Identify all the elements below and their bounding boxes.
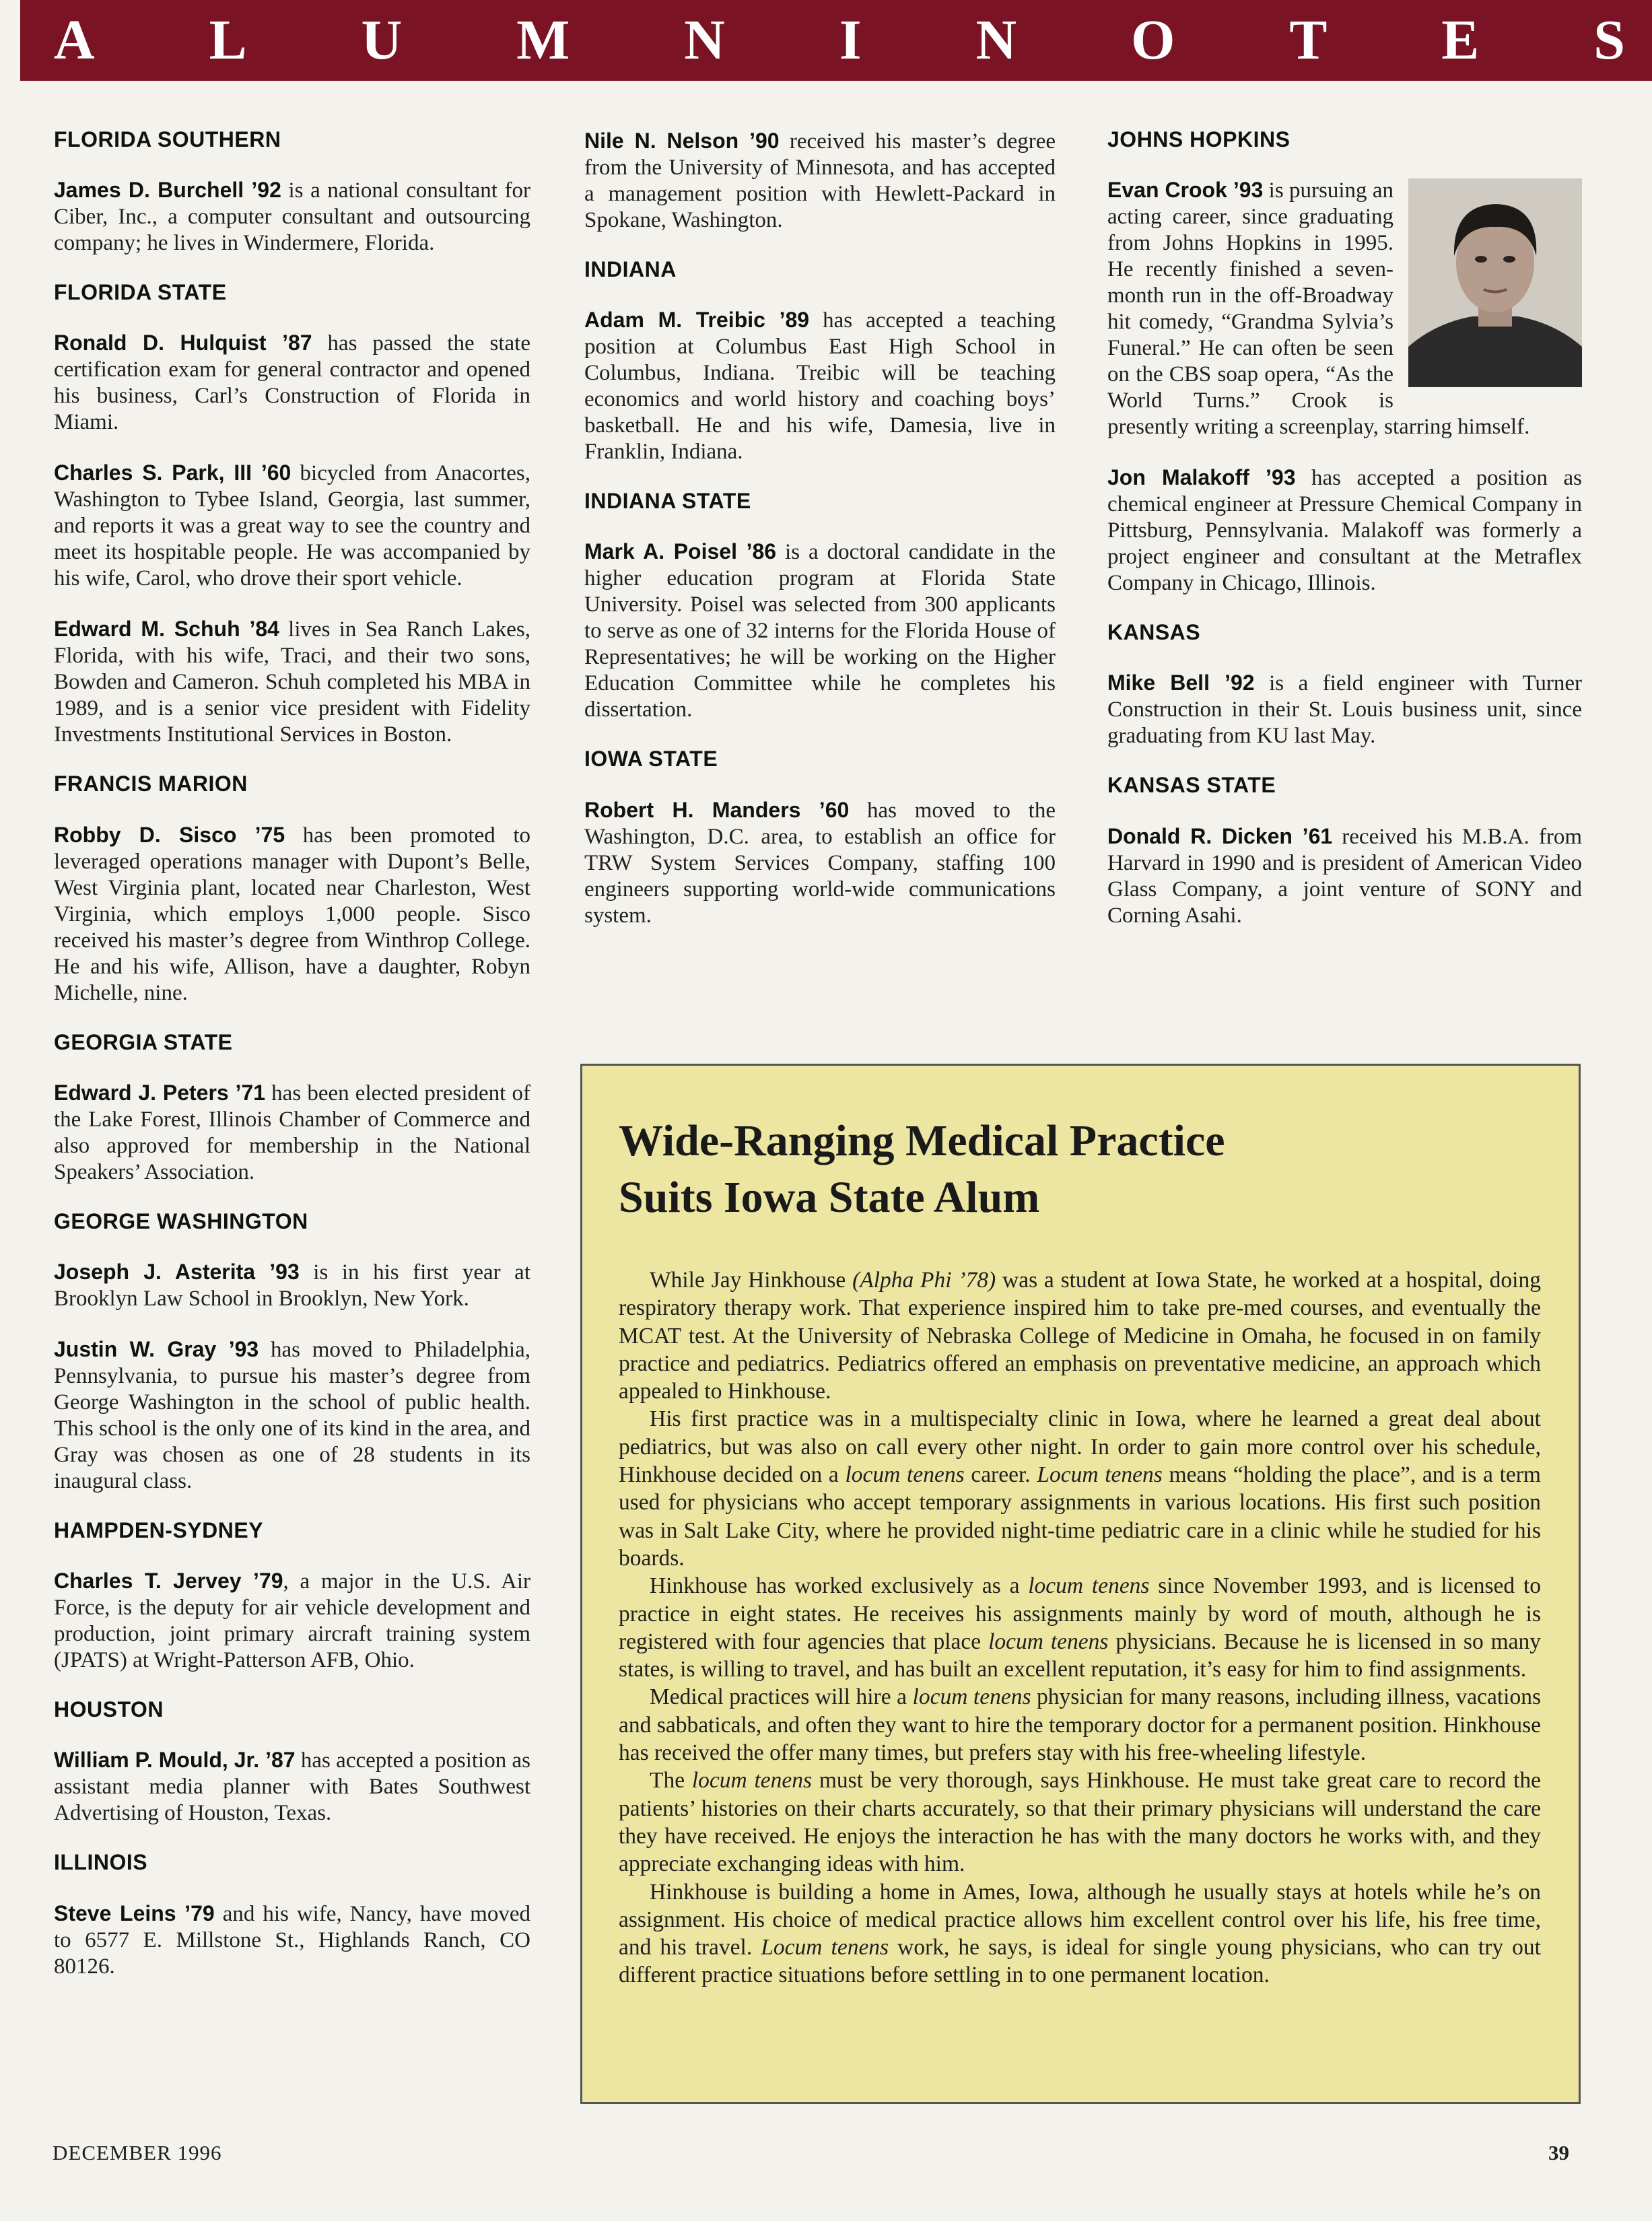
alumni-name: Mike Bell ’92 bbox=[1107, 671, 1255, 695]
alumni-note: has accepted a position as chemical engineer at Pressure Chemical Company in Pittsburg, Pennsylvania. Malakoff was formerly a project engineer and consultant at the Metraflex Company in Chicago, Illinois. bbox=[1107, 466, 1582, 596]
alumni-note: has accepted a teaching position at Columbus East High School in Columbus, Indiana. Treibic will be teaching economics and world history and coaching boys’ basketball. He and his wife, Damesia, live in Franklin, Indiana. bbox=[584, 308, 1056, 465]
paragraph-text: work, he says, is ideal for single young physicians, who can try out different practice situations before settling in to one permanent location. bbox=[619, 1935, 1541, 1988]
alumni-name: Steve Leins ’79 bbox=[54, 1901, 215, 1925]
alumni-note: and his wife, Nancy, have moved to 6577 E. Millstone St., Highlands Ranch, CO 80126. bbox=[54, 1901, 530, 1979]
banner-letter: U bbox=[361, 9, 403, 71]
alumni-note: is in his first year at Brooklyn Law School in Brooklyn, New York. bbox=[54, 1260, 530, 1311]
sidebar-title-line-2: Suits Iowa State Alum bbox=[619, 1173, 1040, 1222]
paragraph-text: means “holding the place”, and is a term used for physicians who accept temporary assignments in various locations. His first such position was in Salt Lake City, where he provided night-time pediatric care in a clinic while he studied for his boards. bbox=[619, 1462, 1541, 1571]
alumni-note: has accepted a position as assistant media planner with Bates Southwest Advertising of Houston, Texas. bbox=[54, 1748, 530, 1826]
alumni-note: bicycled from Anacortes, Washington to Tybee Island, Georgia, last summer, and reports it was a great way to see the country and meet its hospitable people. He was accompanied by his wife, Carol, who drove their sport vehicle. bbox=[54, 461, 530, 591]
alumni-note: is a national consultant for Ciber, Inc., a computer consultant and outsourcing company; he lives in Windermere, Florida. bbox=[54, 178, 531, 256]
alumni-note: is pursuing an acting career, since graduating from Johns Hopkins in 1995. He recently finished a seven-month run in the off-Broadway hit comedy, “Grandma Sylvia’s Funeral.” He can often be seen on the CBS soap opera, “As the World Turns.” Crook is presently writing a screenplay, starring himself. bbox=[1107, 178, 1530, 440]
alumni-entry bbox=[54, 1747, 530, 1826]
alumni-entry bbox=[54, 1259, 530, 1312]
alumni-section bbox=[584, 489, 1056, 723]
alumni-name: Evan Crook ’93 bbox=[1107, 178, 1264, 203]
alumni-section bbox=[54, 1851, 530, 1979]
italic-term: locum tenens bbox=[988, 1629, 1109, 1654]
alumni-name: William P. Mould, Jr. ’87 bbox=[54, 1748, 296, 1773]
column-2 bbox=[584, 128, 1056, 953]
alumni-name: Donald R. Dicken ’61 bbox=[1107, 823, 1333, 848]
alumni-name: Justin W. Gray ’93 bbox=[54, 1336, 259, 1361]
school-heading: KANSAS bbox=[1107, 620, 1201, 645]
paragraph-text: The bbox=[650, 1768, 692, 1793]
issue-date: DECEMBER 1996 bbox=[53, 2141, 222, 2164]
school-heading: INDIANA bbox=[584, 257, 677, 281]
italic-term: Locum tenens bbox=[1037, 1462, 1163, 1488]
school-heading: FLORIDA SOUTHERN bbox=[54, 127, 281, 151]
alumni-entry bbox=[54, 616, 530, 748]
sidebar-title bbox=[619, 1113, 1541, 1226]
alumni-name: James D. Burchell ’92 bbox=[54, 178, 281, 203]
school-heading: FLORIDA STATE bbox=[54, 280, 227, 305]
banner-letter: M bbox=[516, 9, 570, 71]
alumni-note: has passed the state certification exam for general contractor and opened his business, Carl’s Construction of Florida in Miami. bbox=[54, 331, 530, 435]
paragraph-text: Hinkhouse is building a home in Ames, Iowa, although he usually stays at hotels while he’s on assignment. His choice of medical practice allows him excellent control over his life, his free time, and his travel. bbox=[619, 1879, 1541, 1960]
alumni-name: Jon Malakoff ’93 bbox=[1107, 465, 1296, 490]
banner-letter: O bbox=[1131, 9, 1175, 71]
column-1 bbox=[54, 128, 530, 2004]
sidebar-title-line-1: Wide-Ranging Medical Practice bbox=[619, 1116, 1225, 1165]
alumni-section bbox=[584, 747, 1056, 928]
feature-sidebar bbox=[580, 1064, 1581, 2104]
alumni-entry bbox=[584, 307, 1056, 465]
italic-term: locum tenens bbox=[1028, 1573, 1150, 1599]
sidebar-paragraph bbox=[619, 1572, 1541, 1683]
school-heading: INDIANA STATE bbox=[584, 489, 751, 514]
alumni-name: Edward M. Schuh ’84 bbox=[54, 617, 279, 642]
paragraph-text: must be very thorough, says Hinkhouse. He must take great care to record the patients’ histories on their charts accurately, so that their primary physicians will understand the care they have received. He enjoys the interaction he has with the many doctors he works with, and they appreciate exchanging ideas with him. bbox=[619, 1768, 1541, 1877]
school-heading: KANSAS STATE bbox=[1107, 773, 1276, 798]
school-heading: IOWA STATE bbox=[584, 747, 718, 772]
paragraph-text: since November 1993, and is licensed to practice in eight states. He receives his assignments mainly by word of mouth, although he is registered with four agencies that place bbox=[619, 1573, 1542, 1654]
italic-term: locum tenens bbox=[912, 1684, 1031, 1710]
paragraph-text: Medical practices will hire a bbox=[650, 1684, 913, 1710]
alumni-entry bbox=[54, 822, 530, 1006]
paragraph-text: His first practice was in a multispecialty clinic in Iowa, where he learned a great deal about pediatrics, but was also on call every other night. In order to gain more control over his schedule, Hinkhouse decided on a bbox=[619, 1406, 1541, 1488]
alumni-entry bbox=[54, 177, 530, 257]
alumni-note: received his M.B.A. from Harvard in 1990 and is president of American Video Glass Company, a joint venture of SONY and Corning Asahi. bbox=[1107, 824, 1582, 928]
alumni-photo bbox=[1408, 178, 1582, 387]
alumni-name: Robby D. Sisco ’75 bbox=[54, 822, 285, 847]
school-heading: ILLINOIS bbox=[54, 1850, 148, 1875]
sidebar-body bbox=[619, 1266, 1541, 1989]
alumni-entry bbox=[54, 1080, 530, 1186]
alumni-note: lives in Sea Ranch Lakes, Florida, with his wife, Traci, and their two sons, Bowden and Cameron. Schuh completed his MBA in 1989, and is a senior vice president with Fidelity Investments Institutional Services in Boston. bbox=[54, 617, 530, 747]
school-heading: JOHNS HOPKINS bbox=[1107, 127, 1290, 151]
alumni-note: is a field engineer with Turner Construction in their St. Louis business unit, since graduating from KU last May. bbox=[1107, 671, 1582, 749]
alumni-section bbox=[54, 281, 530, 748]
alumni-entry bbox=[584, 797, 1056, 929]
alumni-name: Robert H. Manders ’60 bbox=[584, 797, 850, 822]
sidebar-paragraph bbox=[619, 1878, 1541, 1989]
alumni-note: received his master’s degree from the University of Minnesota, and has accepted a management position with Hewlett-Packard in Spokane, Washington. bbox=[584, 129, 1056, 232]
alumni-note: has been elected president of the Lake Forest, Illinois Chamber of Commerce and also approved for membership in the National Speakers’ Association. bbox=[54, 1081, 530, 1184]
page-number: 39 bbox=[1548, 2141, 1569, 2164]
alumni-entry bbox=[54, 460, 530, 592]
banner-letter: L bbox=[209, 9, 247, 71]
sidebar-paragraph bbox=[619, 1683, 1541, 1767]
sidebar-paragraph bbox=[619, 1266, 1541, 1405]
school-heading: FRANCIS MARION bbox=[54, 772, 248, 796]
alumni-name: Charles T. Jervey ’79 bbox=[54, 1569, 283, 1594]
italic-term: (Alpha Phi ’78) bbox=[852, 1268, 996, 1293]
paragraph-text: physicians. Because he is licensed in so many states, is willing to travel, and has built an excellent reputation, it’s easy for him to find assignments. bbox=[619, 1629, 1542, 1682]
banner-letter: E bbox=[1441, 9, 1480, 71]
alumni-note: has moved to the Washington, D.C. area, to establish an office for TRW System Services Company, staffing 100 engineers supporting world-wide communications system. bbox=[584, 798, 1056, 928]
alumni-entry bbox=[1107, 823, 1582, 929]
alumni-entry bbox=[1107, 465, 1582, 596]
banner-letter: T bbox=[1289, 9, 1328, 71]
alumni-section bbox=[584, 128, 1056, 234]
alumni-section bbox=[1107, 774, 1582, 928]
banner-letter: S bbox=[1593, 9, 1625, 71]
alumni-name: Nile N. Nelson ’90 bbox=[584, 129, 780, 153]
sidebar-paragraph bbox=[619, 1767, 1541, 1878]
alumni-name: Ronald D. Hulquist ’87 bbox=[54, 331, 312, 355]
alumni-entry bbox=[54, 1901, 530, 1980]
section-banner bbox=[20, 0, 1652, 81]
alumni-section bbox=[1107, 128, 1582, 596]
alumni-section bbox=[54, 1210, 530, 1495]
italic-term: locum tenens bbox=[691, 1768, 813, 1793]
school-heading: GEORGE WASHINGTON bbox=[54, 1208, 308, 1233]
alumni-entry bbox=[584, 128, 1056, 234]
alumni-note: is a doctoral candidate in the higher education program at Florida State University. Poisel was selected from 300 applicants to serve as one of 32 interns for the Florida House of Representatives; he will be working on the Higher Education Committee while he completes his dissertation. bbox=[584, 540, 1056, 722]
sidebar-paragraph bbox=[619, 1405, 1541, 1572]
alumni-name: Mark A. Poisel ’86 bbox=[584, 539, 777, 564]
paragraph-text: career. bbox=[964, 1462, 1037, 1488]
banner-letter: N bbox=[684, 9, 725, 71]
alumni-entry bbox=[1107, 177, 1582, 440]
alumni-section bbox=[54, 1519, 530, 1674]
banner-letter: A bbox=[54, 9, 95, 71]
banner-letter: N bbox=[975, 9, 1017, 71]
portrait-image bbox=[1408, 178, 1582, 387]
alumni-note: , a major in the U.S. Air Force, is the deputy for air vehicle development and production, joint primary aircraft training system (JPATS) at Wright-Patterson AFB, Ohio. bbox=[54, 1569, 530, 1673]
alumni-section bbox=[54, 128, 530, 257]
banner-letter: I bbox=[839, 9, 862, 71]
alumni-entry bbox=[54, 1336, 530, 1495]
italic-term: locum tenens bbox=[845, 1462, 965, 1488]
italic-term: Locum tenens bbox=[761, 1935, 889, 1960]
alumni-section bbox=[54, 1698, 530, 1826]
alumni-section bbox=[1107, 621, 1582, 749]
school-heading: HAMPDEN-SYDNEY bbox=[54, 1517, 264, 1542]
alumni-name: Adam M. Treibic ’89 bbox=[584, 308, 810, 333]
alumni-name: Edward J. Peters ’71 bbox=[54, 1080, 266, 1105]
alumni-entry bbox=[1107, 670, 1582, 749]
school-heading: HOUSTON bbox=[54, 1697, 164, 1722]
alumni-section bbox=[584, 258, 1056, 465]
alumni-name: Joseph J. Asterita ’93 bbox=[54, 1259, 300, 1284]
paragraph-text: While Jay Hinkhouse bbox=[650, 1268, 853, 1293]
alumni-section bbox=[54, 1031, 530, 1186]
alumni-name: Charles S. Park, III ’60 bbox=[54, 460, 291, 485]
alumni-section bbox=[54, 772, 530, 1006]
alumni-entry bbox=[584, 539, 1056, 723]
alumni-entry bbox=[54, 1568, 530, 1674]
school-heading: GEORGIA STATE bbox=[54, 1029, 233, 1054]
column-3 bbox=[1107, 128, 1582, 953]
alumni-entry bbox=[54, 330, 530, 436]
paragraph-text: Hinkhouse has worked exclusively as a bbox=[650, 1573, 1029, 1599]
paragraph-text: was a student at Iowa State, he worked at a hospital, doing respiratory therapy work. That experience inspired him to take pre-med courses, and eventually the MCAT test. At the University of Nebraska College of Medicine in Omaha, he focused in on family practice and pediatrics. Pediatrics offered an emphasis on preventative medicine, an approach which appealed to Hinkhouse. bbox=[619, 1268, 1541, 1404]
paragraph-text: physician for many reasons, including illness, vacations and sabbaticals, and often they want to hire the temporary doctor for a permanent position. Hinkhouse has received the offer many times, but prefers stay with his free-wheeling lifestyle. bbox=[619, 1684, 1542, 1766]
alumni-note: has moved to Philadelphia, Pennsylvania, to pursue his master’s degree from George Washington in the school of public health. This school is the only one of its kind in the area, and Gray was chosen as one of 28 students in its inaugural class. bbox=[54, 1337, 530, 1493]
alumni-note: has been promoted to leveraged operations manager with Dupont’s Belle, West Virginia plant, located near Charleston, West Virginia, which employs 1,000 people. Sisco received his master’s degree from Winthrop College. He and his wife, Allison, have a daughter, Robyn Michelle, nine. bbox=[54, 823, 531, 1005]
